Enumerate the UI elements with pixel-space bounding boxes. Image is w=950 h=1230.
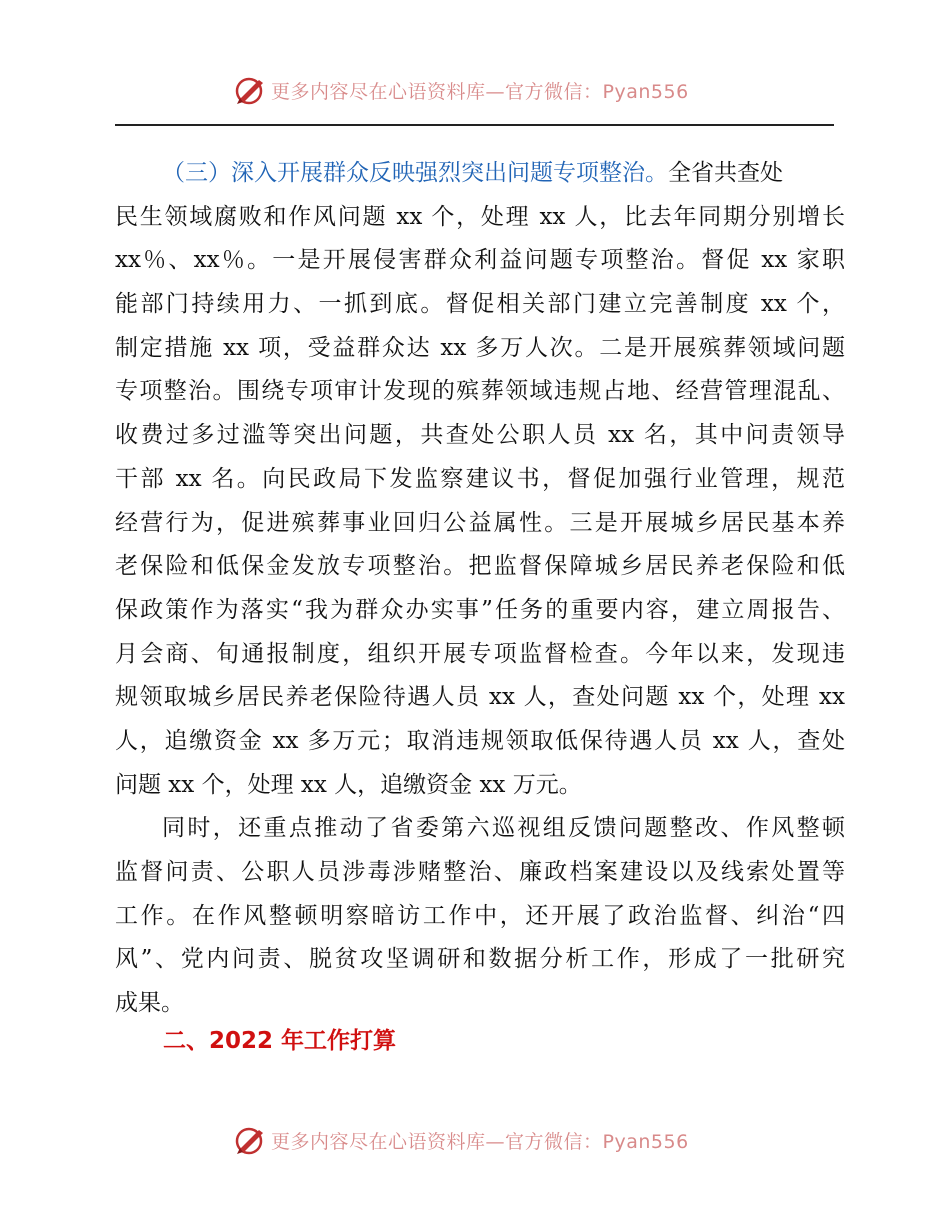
body-line: 人，追缴资金 xx 多万元；取消违规领取低保待遇人员 xx 人，查处 [115,727,845,754]
pen-logo-icon [233,74,267,106]
body-line: 干部 xx 名。向民政局下发监察建议书，督促加强行业管理，规范 [115,465,845,492]
body-line: 规领取城乡居民养老保险待遇人员 xx 人，查处问题 xx 个，处理 xx [115,684,845,711]
body-line: 收费过多过滥等突出问题，共查处公职人员 xx 名，其中问责领导 [115,422,845,449]
subsection-heading: （三）深入开展群众反映强烈突出问题专项整治。 [162,160,668,186]
body-line-last: 问题 xx 个，处理 xx 人，追缴资金 xx 万元。 [115,771,582,798]
banner-text: 更多内容尽在心语资料库—官方微信：Pyan556 [271,1130,689,1153]
body-line: 工作。在作风整顿明察暗访工作中，还开展了政治监督、纠治“四 [115,902,845,929]
header-banner [0,70,950,110]
footer-banner [0,1120,950,1160]
document-body [115,152,845,1026]
body-line: 专项整治。围绕专项审计发现的殡葬领域违规占地、经营管理混乱、 [115,378,845,405]
body-line: 老保险和低保金发放专项整治。把监督保障城乡居民养老保险和低 [115,553,845,580]
body-line-last: 成果。 [115,990,184,1017]
banner-text: 更多内容尽在心语资料库—官方微信：Pyan556 [271,80,689,103]
body-line: 经营行为，促进殡葬事业回归公益属性。三是开展城乡居民基本养 [115,509,845,536]
section-heading: 二、2022 年工作打算 [163,1028,397,1054]
paragraph-2-first-line: 同时，还重点推动了省委第六巡视组反馈问题整改、作风整顿 [162,815,845,842]
body-line: xx％、xx％。一是开展侵害群众利益问题专项整治。督促 xx 家职 [115,247,845,274]
body-line: 月会商、旬通报制度，组织开展专项监督检查。今年以来，发现违 [115,640,845,667]
body-line: 风”、党内问责、脱贫攻坚调研和数据分析工作，形成了一批研究 [115,946,845,973]
header-rule [115,124,834,126]
pen-logo-icon [233,1124,267,1156]
body-line: 监督问责、公职人员涉毒涉赌整治、廉政档案建设以及线索处置等 [115,859,845,885]
paragraph-1-first-line: （三）深入开展群众反映强烈突出问题专项整治。全省共查处 [162,160,783,186]
body-line: 能部门持续用力、一抓到底。督促相关部门建立完善制度 xx 个， [115,291,845,318]
body-line: 制定措施 xx 项，受益群众达 xx 多万人次。二是开展殡葬领域问题 [115,334,845,361]
body-line: 保政策作为落实“我为群众办实事”任务的重要内容，建立周报告、 [115,596,845,623]
body-line: 民生领域腐败和作风问题 xx 个，处理 xx 人，比去年同期分别增长 [115,203,845,230]
